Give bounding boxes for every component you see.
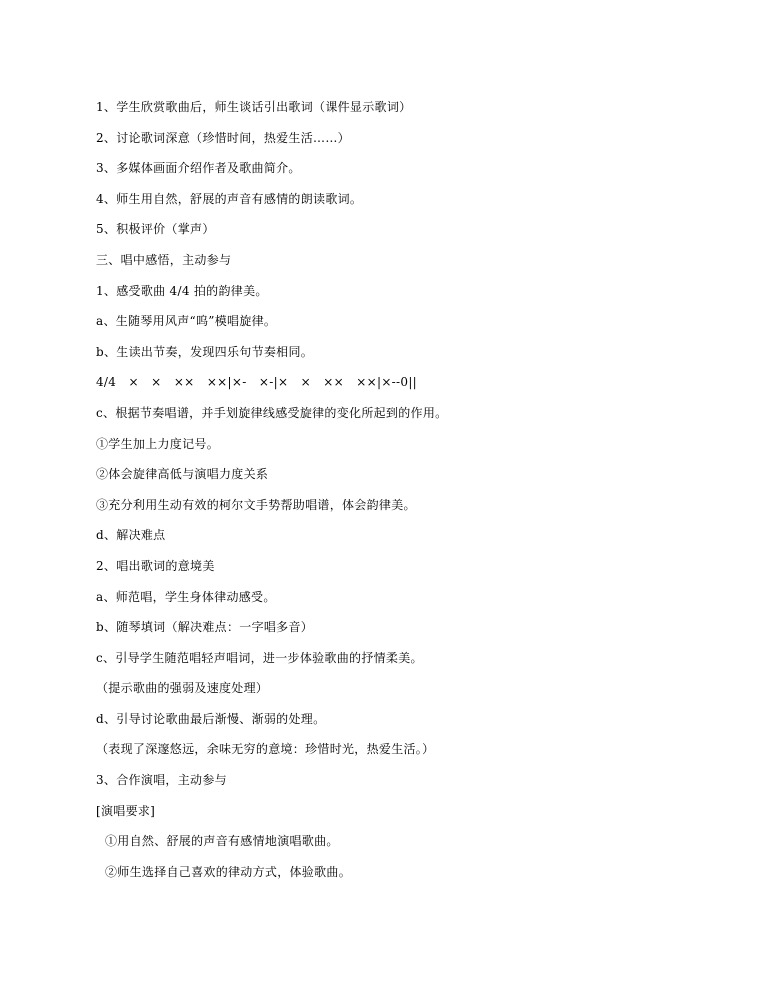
text-line: 5、积极评价（掌声） xyxy=(96,222,215,237)
text-line: b、生读出节奏，发现四乐句节奏相同。 xyxy=(96,344,314,359)
text-line: a、生随琴用风声“呜”模唱旋律。 xyxy=(96,314,277,329)
rhythm-notation: 4/4 × × ×× ××|×- ×-|× × ×× ××|×--0|| xyxy=(96,375,418,390)
text-line: [演唱要求] xyxy=(96,803,156,818)
text-line: ①学生加上力度记号。 xyxy=(96,436,220,451)
text-line: 1、学生欣赏歌曲后，师生谈话引出歌词（课件显示歌词） xyxy=(96,100,412,114)
text-line: d、引导讨论歌曲最后渐慢、渐弱的处理。 xyxy=(96,711,326,726)
text-line: （表现了深邃悠远，余味无穷的意境：珍惜时光，热爱生活。） xyxy=(96,742,435,757)
text-line: ①用自然、舒展的声音有感情地演唱歌曲。 xyxy=(105,834,339,849)
text-line: 1、感受歌曲 4/4 拍的韵律美。 xyxy=(96,283,268,298)
text-line: （提示歌曲的强弱及速度处理） xyxy=(96,681,269,696)
text-line: d、解决难点 xyxy=(96,528,166,543)
text-line: ②体会旋律高低与演唱力度关系 xyxy=(96,467,269,482)
text-line: b、随琴填词（解决难点：一字唱多音） xyxy=(96,620,314,635)
text-line: 3、合作演唱，主动参与 xyxy=(96,773,227,788)
text-line: ②师生选择自己喜欢的律动方式，体验歌曲。 xyxy=(105,864,352,879)
text-line: 3、多媒体画面介绍作者及歌曲简介。 xyxy=(96,161,301,176)
text-line: ③充分利用生动有效的柯尔文手势帮助唱谱，体会韵律美。 xyxy=(96,497,416,512)
section-heading: 三、唱中感悟，主动参与 xyxy=(96,252,232,267)
document-page xyxy=(96,92,696,887)
text-line: c、引导学生随范唱轻声唱词，进一步体验歌曲的抒情柔美。 xyxy=(96,650,423,665)
text-line: c、根据节奏唱谱，并手划旋律线感受旋律的变化所起到的作用。 xyxy=(96,405,448,420)
text-line: 4、师生用自然，舒展的声音有感情的朗读歌词。 xyxy=(96,191,363,206)
text-line: a、师范唱，学生身体律动感受。 xyxy=(96,589,276,604)
text-line: 2、唱出歌词的意境美 xyxy=(96,558,215,573)
text-line: 2、讨论歌词深意（珍惜时间，热爱生活……） xyxy=(96,130,350,145)
